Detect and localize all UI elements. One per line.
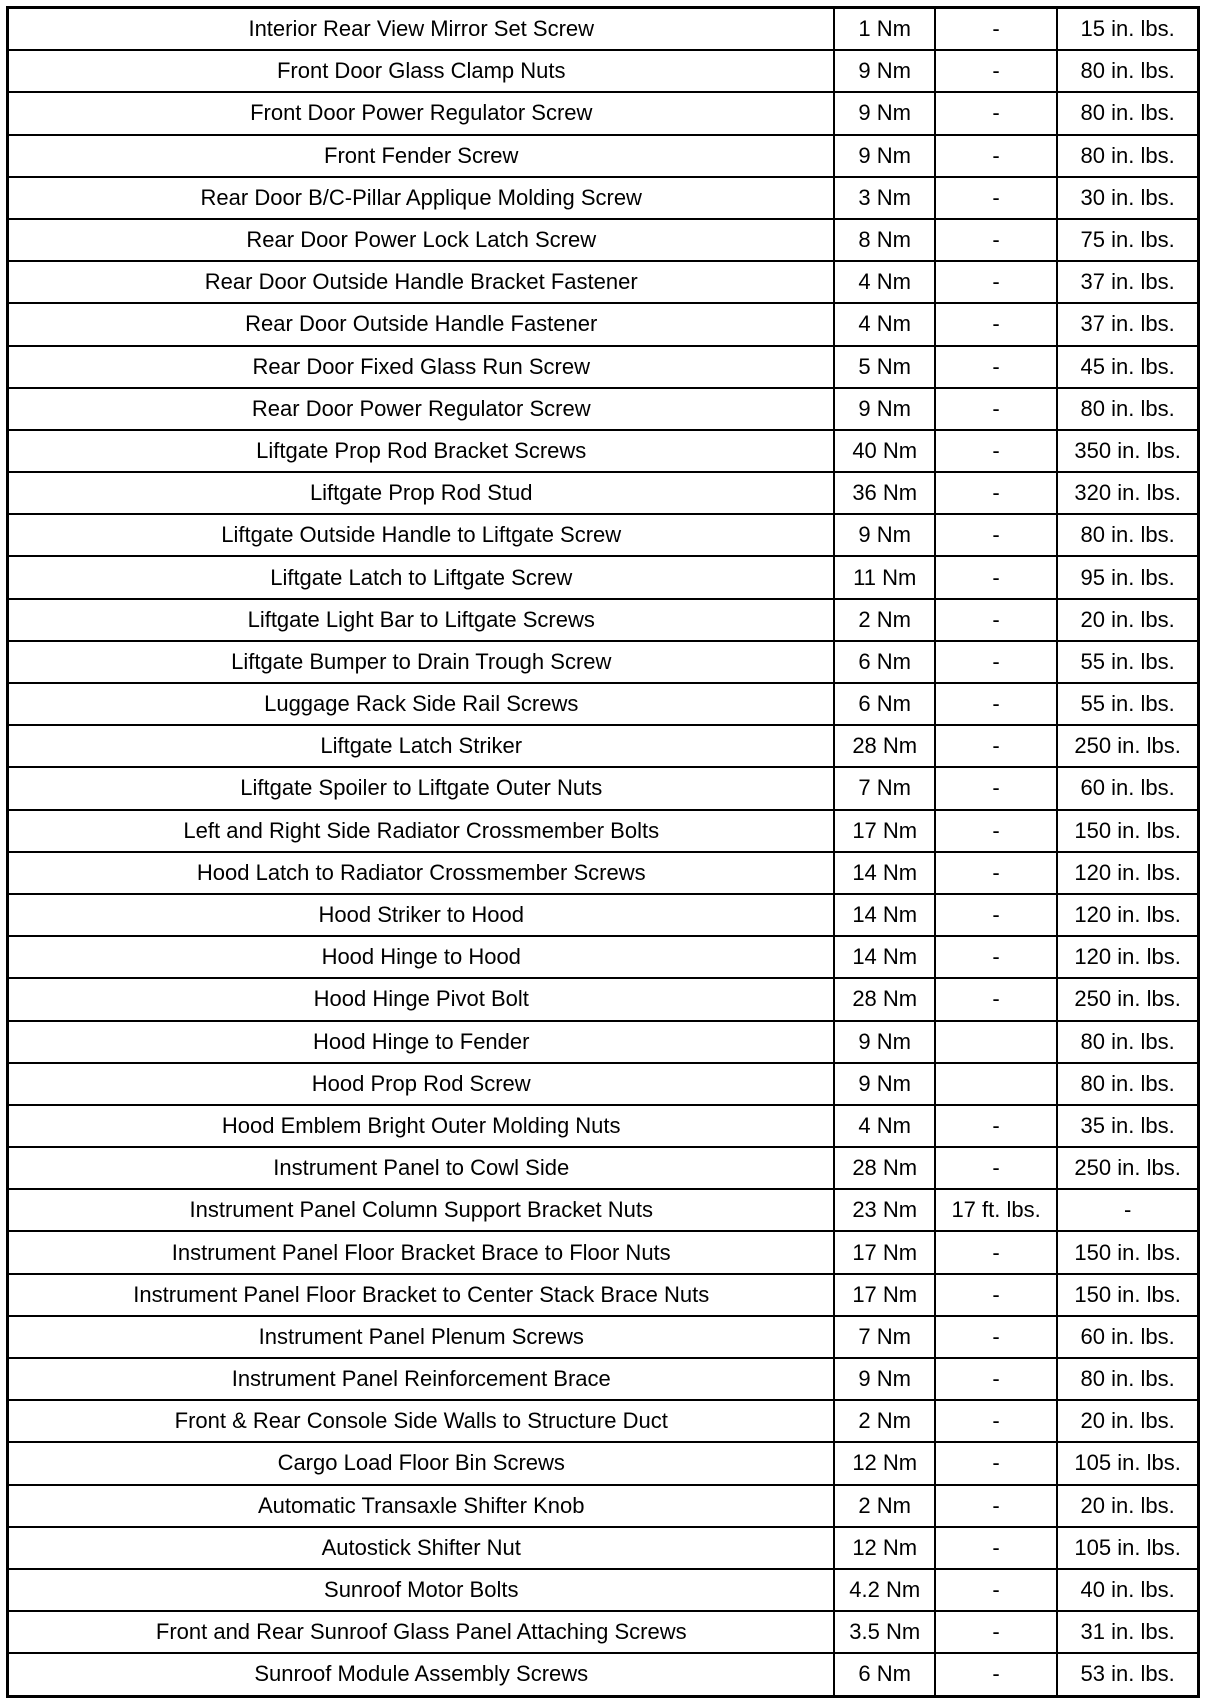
table-row — [9, 92, 1197, 134]
torque-ft-lbs-cell: - — [935, 767, 1057, 809]
torque-in-lbs-cell: 45 in. lbs. — [1057, 346, 1197, 388]
fastener-description-cell: Liftgate Latch Striker — [9, 725, 834, 767]
table-row — [9, 894, 1197, 936]
torque-in-lbs-cell: 60 in. lbs. — [1057, 767, 1197, 809]
torque-ft-lbs-cell: - — [935, 92, 1057, 134]
torque-nm-cell: 17 Nm — [834, 1274, 934, 1316]
torque-ft-lbs-cell: - — [935, 1105, 1057, 1147]
torque-in-lbs-cell: 35 in. lbs. — [1057, 1105, 1197, 1147]
fastener-description-cell: Rear Door Outside Handle Fastener — [9, 303, 834, 345]
fastener-description-cell: Instrument Panel Reinforcement Brace — [9, 1358, 834, 1400]
table-row — [9, 641, 1197, 683]
fastener-description-cell: Hood Hinge to Fender — [9, 1021, 834, 1063]
table-row — [9, 514, 1197, 556]
torque-ft-lbs-cell: - — [935, 1316, 1057, 1358]
torque-nm-cell: 3.5 Nm — [834, 1611, 934, 1653]
torque-ft-lbs-cell: - — [935, 894, 1057, 936]
torque-ft-lbs-cell: - — [935, 514, 1057, 556]
torque-ft-lbs-cell: - — [935, 1527, 1057, 1569]
torque-in-lbs-cell: 15 in. lbs. — [1057, 9, 1197, 50]
torque-ft-lbs-cell: - — [935, 1569, 1057, 1611]
torque-in-lbs-cell: 80 in. lbs. — [1057, 50, 1197, 92]
torque-in-lbs-cell: 120 in. lbs. — [1057, 894, 1197, 936]
torque-nm-cell: 9 Nm — [834, 1358, 934, 1400]
torque-nm-cell: 36 Nm — [834, 472, 934, 514]
torque-nm-cell: 4 Nm — [834, 1105, 934, 1147]
table-row — [9, 978, 1197, 1020]
table-row — [9, 1653, 1197, 1694]
fastener-description-cell: Cargo Load Floor Bin Screws — [9, 1442, 834, 1484]
fastener-description-cell: Automatic Transaxle Shifter Knob — [9, 1485, 834, 1527]
torque-in-lbs-cell: 250 in. lbs. — [1057, 1147, 1197, 1189]
torque-nm-cell: 3 Nm — [834, 177, 934, 219]
torque-in-lbs-cell: 80 in. lbs. — [1057, 92, 1197, 134]
table-row — [9, 1527, 1197, 1569]
torque-nm-cell: 8 Nm — [834, 219, 934, 261]
table-row — [9, 261, 1197, 303]
torque-nm-cell: 23 Nm — [834, 1189, 934, 1231]
torque-nm-cell: 14 Nm — [834, 852, 934, 894]
torque-nm-cell: 28 Nm — [834, 978, 934, 1020]
torque-in-lbs-cell: 105 in. lbs. — [1057, 1442, 1197, 1484]
fastener-description-cell: Instrument Panel Floor Bracket to Center Stack Brace Nuts — [9, 1274, 834, 1316]
torque-ft-lbs-cell: - — [935, 1358, 1057, 1400]
fastener-description-cell: Left and Right Side Radiator Crossmember Bolts — [9, 810, 834, 852]
torque-nm-cell: 6 Nm — [834, 1653, 934, 1694]
torque-ft-lbs-cell: - — [935, 1147, 1057, 1189]
torque-ft-lbs-cell: - — [935, 1274, 1057, 1316]
torque-nm-cell: 9 Nm — [834, 92, 934, 134]
table-row — [9, 556, 1197, 598]
torque-in-lbs-cell: 350 in. lbs. — [1057, 430, 1197, 472]
torque-in-lbs-cell: 60 in. lbs. — [1057, 1316, 1197, 1358]
torque-spec-table-body — [9, 9, 1197, 1695]
fastener-description-cell: Liftgate Latch to Liftgate Screw — [9, 556, 834, 598]
torque-ft-lbs-cell: - — [935, 9, 1057, 50]
torque-nm-cell: 14 Nm — [834, 936, 934, 978]
torque-nm-cell: 1 Nm — [834, 9, 934, 50]
torque-ft-lbs-cell: - — [935, 852, 1057, 894]
torque-ft-lbs-cell: - — [935, 810, 1057, 852]
table-row — [9, 1189, 1197, 1231]
table-row — [9, 346, 1197, 388]
torque-in-lbs-cell: 40 in. lbs. — [1057, 1569, 1197, 1611]
torque-in-lbs-cell: 250 in. lbs. — [1057, 725, 1197, 767]
fastener-description-cell: Liftgate Bumper to Drain Trough Screw — [9, 641, 834, 683]
torque-nm-cell: 28 Nm — [834, 1147, 934, 1189]
torque-in-lbs-cell: 150 in. lbs. — [1057, 810, 1197, 852]
table-row — [9, 599, 1197, 641]
torque-ft-lbs-cell: - — [935, 346, 1057, 388]
torque-in-lbs-cell: 120 in. lbs. — [1057, 936, 1197, 978]
fastener-description-cell: Hood Hinge to Hood — [9, 936, 834, 978]
torque-ft-lbs-cell: - — [935, 430, 1057, 472]
torque-spec-table — [9, 9, 1197, 1695]
torque-nm-cell: 9 Nm — [834, 135, 934, 177]
torque-nm-cell: 11 Nm — [834, 556, 934, 598]
torque-ft-lbs-cell: - — [935, 1231, 1057, 1273]
torque-ft-lbs-cell: - — [935, 683, 1057, 725]
torque-nm-cell: 4 Nm — [834, 303, 934, 345]
torque-in-lbs-cell: 37 in. lbs. — [1057, 261, 1197, 303]
torque-nm-cell: 9 Nm — [834, 388, 934, 430]
fastener-description-cell: Rear Door Fixed Glass Run Screw — [9, 346, 834, 388]
torque-nm-cell: 12 Nm — [834, 1527, 934, 1569]
fastener-description-cell: Hood Latch to Radiator Crossmember Screws — [9, 852, 834, 894]
table-row — [9, 472, 1197, 514]
torque-in-lbs-cell: 37 in. lbs. — [1057, 303, 1197, 345]
table-row — [9, 725, 1197, 767]
torque-ft-lbs-cell: - — [935, 177, 1057, 219]
fastener-description-cell: Instrument Panel Plenum Screws — [9, 1316, 834, 1358]
torque-in-lbs-cell: 80 in. lbs. — [1057, 514, 1197, 556]
fastener-description-cell: Interior Rear View Mirror Set Screw — [9, 9, 834, 50]
fastener-description-cell: Liftgate Light Bar to Liftgate Screws — [9, 599, 834, 641]
torque-ft-lbs-cell — [935, 1021, 1057, 1063]
torque-in-lbs-cell: 55 in. lbs. — [1057, 641, 1197, 683]
torque-ft-lbs-cell: - — [935, 472, 1057, 514]
torque-nm-cell: 9 Nm — [834, 50, 934, 92]
fastener-description-cell: Instrument Panel Column Support Bracket Nuts — [9, 1189, 834, 1231]
torque-in-lbs-cell: 53 in. lbs. — [1057, 1653, 1197, 1694]
table-row — [9, 1021, 1197, 1063]
torque-in-lbs-cell: 31 in. lbs. — [1057, 1611, 1197, 1653]
fastener-description-cell: Front and Rear Sunroof Glass Panel Attaching Screws — [9, 1611, 834, 1653]
torque-nm-cell: 6 Nm — [834, 641, 934, 683]
torque-in-lbs-cell: 80 in. lbs. — [1057, 135, 1197, 177]
torque-ft-lbs-cell: 17 ft. lbs. — [935, 1189, 1057, 1231]
table-row — [9, 303, 1197, 345]
fastener-description-cell: Hood Prop Rod Screw — [9, 1063, 834, 1105]
table-row — [9, 388, 1197, 430]
torque-nm-cell: 9 Nm — [834, 514, 934, 556]
fastener-description-cell: Liftgate Prop Rod Bracket Screws — [9, 430, 834, 472]
torque-nm-cell: 2 Nm — [834, 599, 934, 641]
table-row — [9, 1231, 1197, 1273]
fastener-description-cell: Front Fender Screw — [9, 135, 834, 177]
table-row — [9, 1569, 1197, 1611]
fastener-description-cell: Hood Striker to Hood — [9, 894, 834, 936]
torque-nm-cell: 40 Nm — [834, 430, 934, 472]
table-row — [9, 219, 1197, 261]
torque-ft-lbs-cell: - — [935, 556, 1057, 598]
torque-ft-lbs-cell: - — [935, 1485, 1057, 1527]
torque-ft-lbs-cell: - — [935, 219, 1057, 261]
torque-nm-cell: 4 Nm — [834, 261, 934, 303]
table-row — [9, 1442, 1197, 1484]
torque-ft-lbs-cell — [935, 1063, 1057, 1105]
torque-in-lbs-cell: 150 in. lbs. — [1057, 1274, 1197, 1316]
torque-in-lbs-cell: 80 in. lbs. — [1057, 1063, 1197, 1105]
torque-in-lbs-cell: 80 in. lbs. — [1057, 1358, 1197, 1400]
torque-nm-cell: 4.2 Nm — [834, 1569, 934, 1611]
table-row — [9, 50, 1197, 92]
torque-nm-cell: 7 Nm — [834, 767, 934, 809]
table-row — [9, 1358, 1197, 1400]
table-row — [9, 767, 1197, 809]
table-row — [9, 1611, 1197, 1653]
table-row — [9, 1485, 1197, 1527]
torque-in-lbs-cell: 120 in. lbs. — [1057, 852, 1197, 894]
torque-in-lbs-cell: 20 in. lbs. — [1057, 599, 1197, 641]
fastener-description-cell: Sunroof Motor Bolts — [9, 1569, 834, 1611]
fastener-description-cell: Rear Door Power Lock Latch Screw — [9, 219, 834, 261]
torque-nm-cell: 14 Nm — [834, 894, 934, 936]
torque-nm-cell: 17 Nm — [834, 1231, 934, 1273]
fastener-description-cell: Hood Emblem Bright Outer Molding Nuts — [9, 1105, 834, 1147]
torque-in-lbs-cell: 250 in. lbs. — [1057, 978, 1197, 1020]
torque-nm-cell: 2 Nm — [834, 1485, 934, 1527]
fastener-description-cell: Front Door Power Regulator Screw — [9, 92, 834, 134]
torque-ft-lbs-cell: - — [935, 936, 1057, 978]
table-row — [9, 1274, 1197, 1316]
fastener-description-cell: Instrument Panel to Cowl Side — [9, 1147, 834, 1189]
table-row — [9, 1316, 1197, 1358]
fastener-description-cell: Rear Door Power Regulator Screw — [9, 388, 834, 430]
torque-in-lbs-cell: 55 in. lbs. — [1057, 683, 1197, 725]
fastener-description-cell: Liftgate Spoiler to Liftgate Outer Nuts — [9, 767, 834, 809]
torque-nm-cell: 9 Nm — [834, 1063, 934, 1105]
table-row — [9, 683, 1197, 725]
table-row — [9, 852, 1197, 894]
torque-ft-lbs-cell: - — [935, 50, 1057, 92]
table-row — [9, 810, 1197, 852]
fastener-description-cell: Rear Door B/C-Pillar Applique Molding Screw — [9, 177, 834, 219]
fastener-description-cell: Rear Door Outside Handle Bracket Fastener — [9, 261, 834, 303]
torque-ft-lbs-cell: - — [935, 261, 1057, 303]
torque-ft-lbs-cell: - — [935, 641, 1057, 683]
table-row — [9, 1105, 1197, 1147]
fastener-description-cell: Front Door Glass Clamp Nuts — [9, 50, 834, 92]
torque-in-lbs-cell: 95 in. lbs. — [1057, 556, 1197, 598]
torque-ft-lbs-cell: - — [935, 303, 1057, 345]
fastener-description-cell: Hood Hinge Pivot Bolt — [9, 978, 834, 1020]
torque-in-lbs-cell: 80 in. lbs. — [1057, 388, 1197, 430]
torque-ft-lbs-cell: - — [935, 135, 1057, 177]
torque-in-lbs-cell: 80 in. lbs. — [1057, 1021, 1197, 1063]
table-row — [9, 1147, 1197, 1189]
table-row — [9, 135, 1197, 177]
torque-ft-lbs-cell: - — [935, 1653, 1057, 1694]
torque-in-lbs-cell: 20 in. lbs. — [1057, 1485, 1197, 1527]
torque-in-lbs-cell: 75 in. lbs. — [1057, 219, 1197, 261]
torque-ft-lbs-cell: - — [935, 1611, 1057, 1653]
fastener-description-cell: Liftgate Prop Rod Stud — [9, 472, 834, 514]
torque-ft-lbs-cell: - — [935, 1400, 1057, 1442]
torque-ft-lbs-cell: - — [935, 388, 1057, 430]
torque-nm-cell: 9 Nm — [834, 1021, 934, 1063]
torque-ft-lbs-cell: - — [935, 599, 1057, 641]
fastener-description-cell: Autostick Shifter Nut — [9, 1527, 834, 1569]
torque-in-lbs-cell: 320 in. lbs. — [1057, 472, 1197, 514]
torque-nm-cell: 2 Nm — [834, 1400, 934, 1442]
table-row — [9, 9, 1197, 50]
torque-nm-cell: 12 Nm — [834, 1442, 934, 1484]
torque-ft-lbs-cell: - — [935, 1442, 1057, 1484]
torque-in-lbs-cell: 150 in. lbs. — [1057, 1231, 1197, 1273]
torque-in-lbs-cell: - — [1057, 1189, 1197, 1231]
torque-nm-cell: 17 Nm — [834, 810, 934, 852]
table-row — [9, 177, 1197, 219]
fastener-description-cell: Luggage Rack Side Rail Screws — [9, 683, 834, 725]
table-row — [9, 936, 1197, 978]
fastener-description-cell: Liftgate Outside Handle to Liftgate Screw — [9, 514, 834, 556]
torque-ft-lbs-cell: - — [935, 978, 1057, 1020]
torque-nm-cell: 6 Nm — [834, 683, 934, 725]
torque-in-lbs-cell: 20 in. lbs. — [1057, 1400, 1197, 1442]
table-row — [9, 1063, 1197, 1105]
torque-in-lbs-cell: 30 in. lbs. — [1057, 177, 1197, 219]
table-row — [9, 1400, 1197, 1442]
torque-nm-cell: 7 Nm — [834, 1316, 934, 1358]
torque-nm-cell: 5 Nm — [834, 346, 934, 388]
torque-nm-cell: 28 Nm — [834, 725, 934, 767]
fastener-description-cell: Front & Rear Console Side Walls to Structure Duct — [9, 1400, 834, 1442]
fastener-description-cell: Sunroof Module Assembly Screws — [9, 1653, 834, 1694]
torque-in-lbs-cell: 105 in. lbs. — [1057, 1527, 1197, 1569]
torque-ft-lbs-cell: - — [935, 725, 1057, 767]
fastener-description-cell: Instrument Panel Floor Bracket Brace to Floor Nuts — [9, 1231, 834, 1273]
table-row — [9, 430, 1197, 472]
torque-spec-sheet — [6, 6, 1200, 1698]
